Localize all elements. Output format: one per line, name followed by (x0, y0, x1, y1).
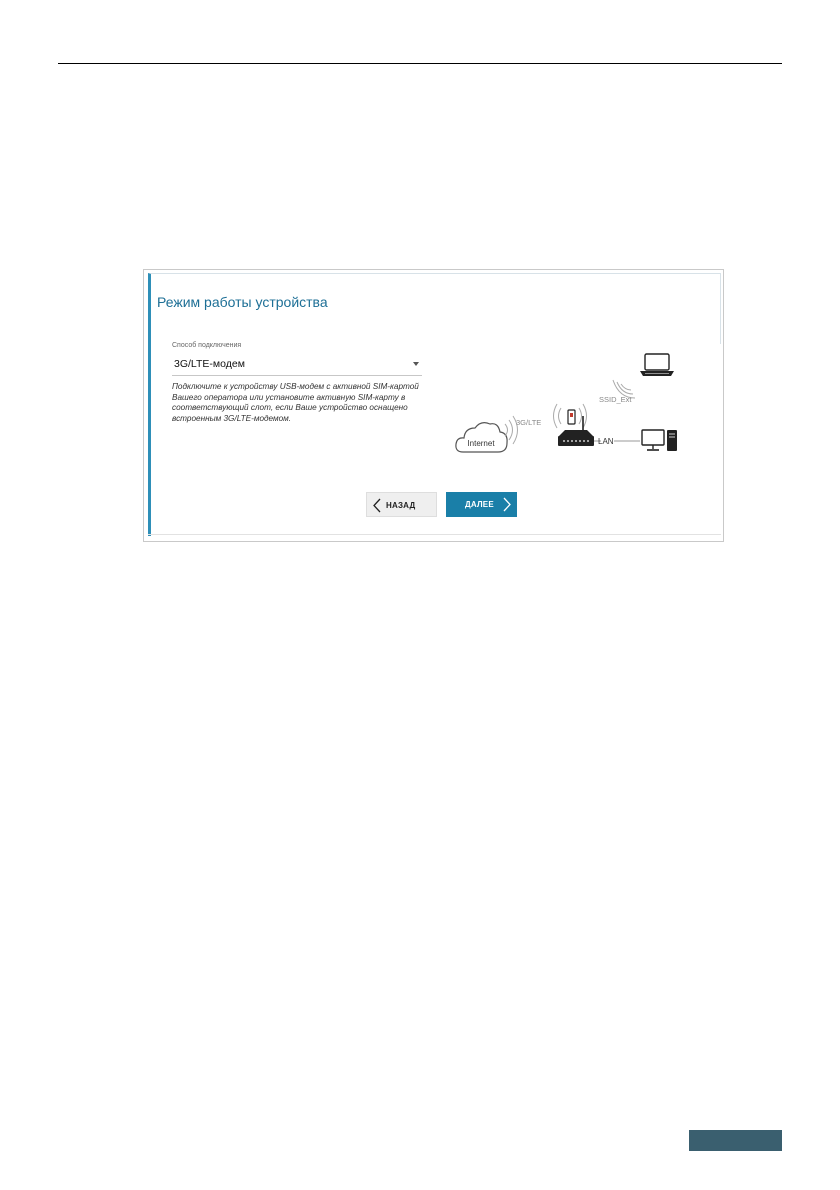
internet-label: Internet (467, 439, 495, 448)
chevron-right-icon (502, 497, 512, 512)
next-button-label: ДАЛЕЕ (465, 500, 494, 509)
back-button[interactable] (366, 492, 437, 517)
wizard-panel (148, 273, 721, 536)
network-diagram (453, 346, 693, 464)
lan-label: LAN (598, 437, 614, 446)
back-button-label: НАЗАД (386, 501, 416, 510)
embedded-screenshot (143, 269, 724, 542)
chevron-left-icon (372, 498, 382, 513)
laptop-icon (640, 354, 674, 376)
connection-hint: Подключите к устройству USB-модем с активной SIM-картой Вашего оператора или установите активную SIM-карту в соответствующий слот, если Ваше устройство оснащено встроенным 3G/LTE-модемом. (172, 382, 419, 423)
ssid-label: SSID_Ext (599, 395, 632, 404)
page-title: Режим работы устройства (157, 294, 328, 310)
connection-method-label: Способ подключения (172, 342, 242, 349)
router-icon (558, 410, 594, 446)
connection-method-select[interactable] (172, 354, 422, 376)
panel-bottom-rule (148, 534, 721, 535)
page-number-badge (689, 1130, 782, 1151)
chevron-down-icon (413, 362, 419, 366)
desktop-icon (642, 430, 677, 451)
header-rule (58, 63, 782, 64)
next-button[interactable] (446, 492, 517, 517)
panel-edge (720, 274, 721, 344)
lte-label: 3G/LTE (516, 418, 542, 427)
connection-method-value: 3G/LTE-модем (174, 358, 245, 370)
